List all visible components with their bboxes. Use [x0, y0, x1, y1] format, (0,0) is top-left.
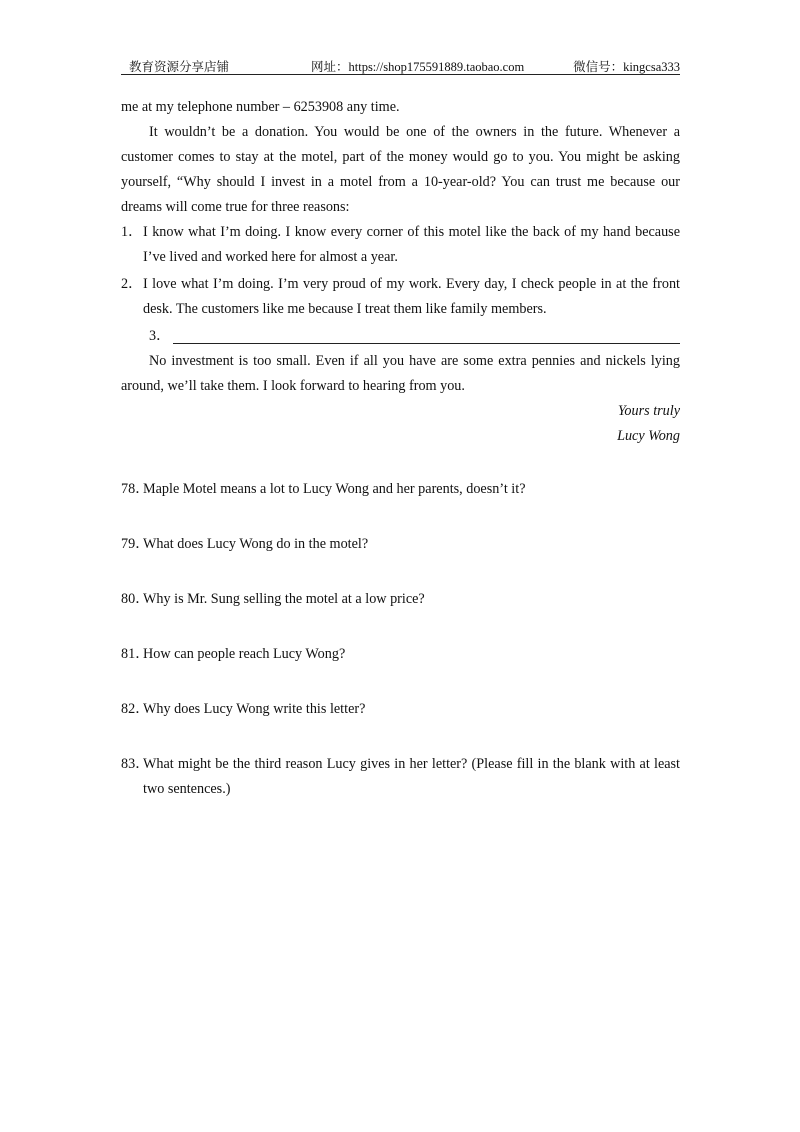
question-text: Why does Lucy Wong write this letter?: [143, 701, 366, 717]
reason-text: I know what I’m doing. I know every corner of this motel like the back of my hand because I’ve lived and worked here for almost a year.: [143, 224, 680, 265]
question-82: [121, 697, 680, 722]
question-text: How can people reach Lucy Wong?: [143, 646, 346, 662]
fill-in-blank-line[interactable]: [173, 343, 680, 344]
reason-item-2: [121, 272, 680, 322]
question-text: What might be the third reason Lucy gives in her letter? (Please fill in the blank with at least two sentences.): [143, 756, 680, 797]
question-text: Why is Mr. Sung selling the motel at a low price?: [143, 591, 425, 607]
document-body: [121, 95, 680, 802]
header-shop-name: 教育资源分享店铺: [129, 60, 230, 74]
letter-signature: Lucy Wong: [617, 428, 680, 444]
letter-line-1: me at my telephone number – 6253908 any time.: [121, 99, 400, 115]
question-number: 81．: [121, 646, 150, 662]
question-79: [121, 532, 680, 557]
question-80: [121, 587, 680, 612]
question-text: Maple Motel means a lot to Lucy Wong and her parents, doesn’t it?: [143, 481, 526, 497]
question-83: [121, 752, 680, 802]
header-wechat: 微信号：kingcsa333: [573, 60, 680, 74]
reason-text: I love what I’m doing. I’m very proud of my work. Every day, I check people in at the front desk. The customers like me because I treat them like family members.: [143, 276, 680, 317]
page-header: [121, 57, 680, 75]
reason-item-1: [121, 220, 680, 270]
letter-closing: Yours truly: [617, 403, 680, 419]
reason-item-3-blank: [121, 324, 680, 349]
question-number: 83．: [121, 756, 150, 772]
question-81: [121, 642, 680, 667]
reason-number: 2．: [121, 276, 143, 292]
question-number: 78．: [121, 481, 150, 497]
header-website: 网址：https://shop175591889.taobao.com: [311, 60, 525, 74]
question-text: What does Lucy Wong do in the motel?: [143, 536, 369, 552]
question-78: [121, 477, 680, 502]
question-number: 80．: [121, 591, 150, 607]
question-number: 79．: [121, 536, 150, 552]
letter-paragraph-last: No investment is too small. Even if all you have are some extra pennies and nickels lying around, we’ll take them. I look forward to hearing from you.: [121, 353, 680, 394]
letter-paragraph-2: It wouldn’t be a donation. You would be one of the owners in the future. Whenever a customer comes to stay at the motel, part of the money would go to you. You might be asking yourself, “Why should I invest in a motel from a 10-year-old? You can trust me because our dreams will come true for three reasons:: [121, 124, 680, 215]
reason-number: 1．: [121, 224, 143, 240]
reason-number: 3．: [149, 328, 171, 344]
question-number: 82．: [121, 701, 150, 717]
